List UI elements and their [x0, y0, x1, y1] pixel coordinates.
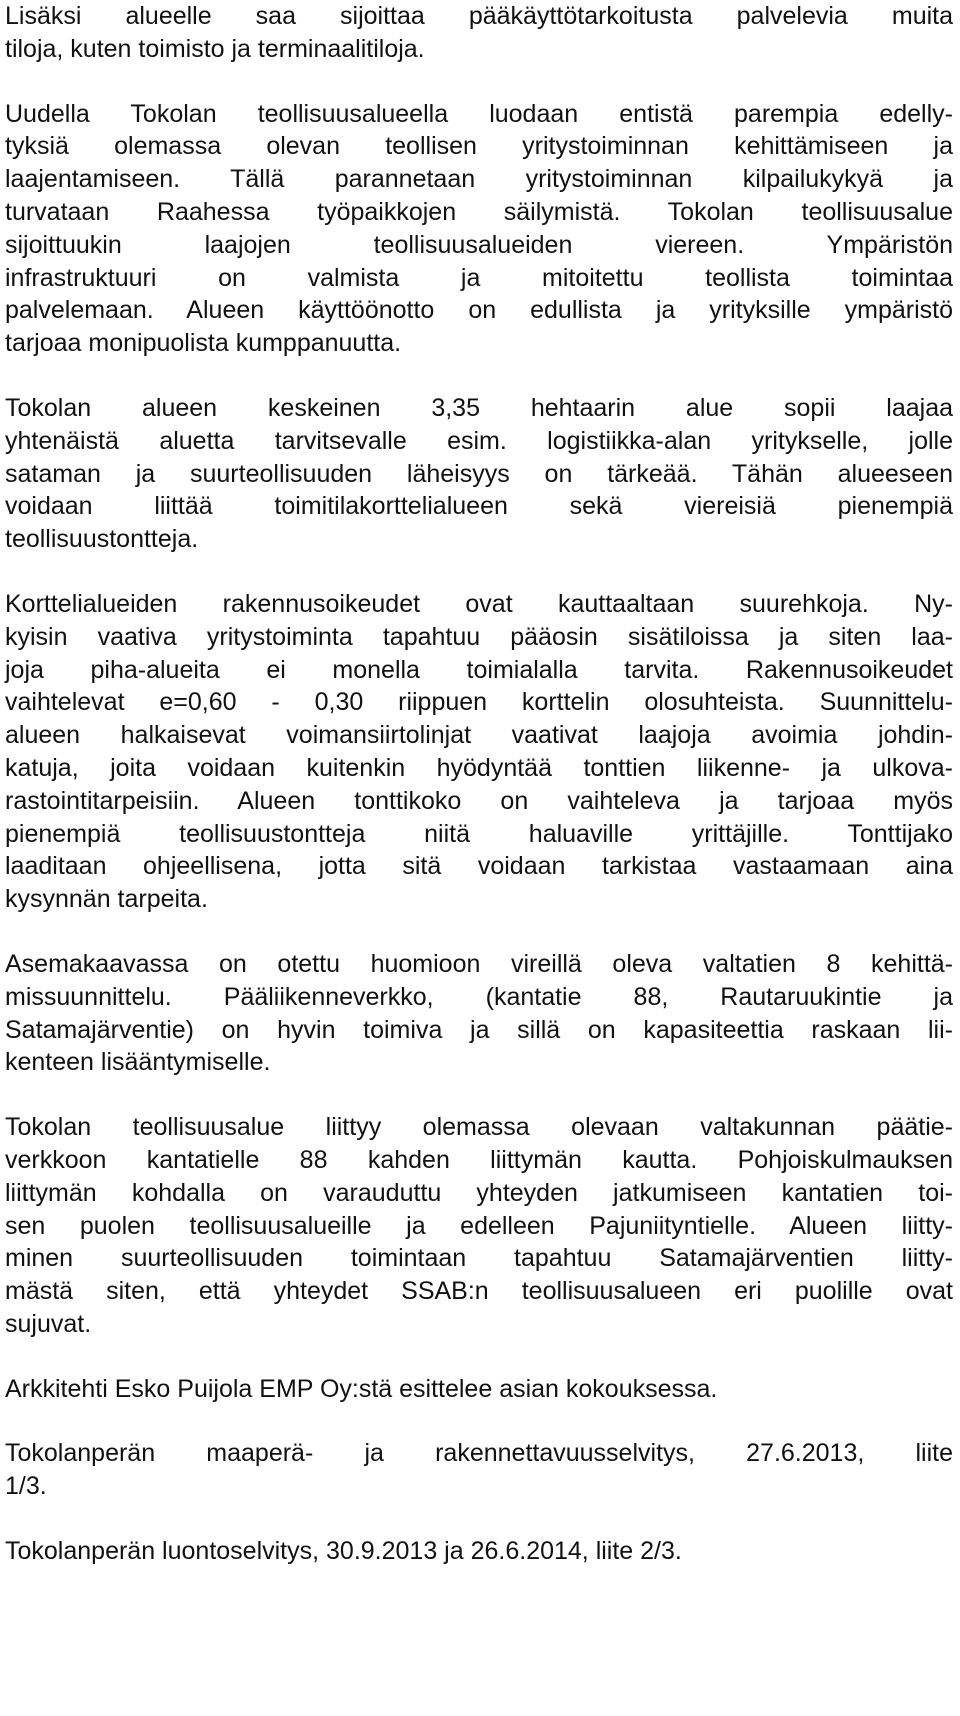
text-line: turvataan Raahessa työpaikkojen säilymistä. Tokolan teollisuusalue — [5, 197, 953, 226]
text-line: Asemakaavassa on otettu huomioon vireillä oleva valtatien 8 kehittä- — [5, 949, 953, 978]
text-line: laaditaan ohjeellisena, jotta sitä voidaan tarkistaa vastaamaan aina — [5, 852, 953, 881]
text-line: tyksiä olemassa olevan teollisen yritystoiminnan kehittämiseen ja — [5, 132, 953, 161]
text-line: laajentamiseen. Tällä parannetaan yritystoiminnan kilpailukykyä ja — [5, 165, 953, 194]
text-line: 1/3. — [5, 1472, 47, 1501]
text-line: pienempiä teollisuustontteja niitä haluaville yrittäjille. Tonttijako — [5, 819, 953, 848]
paragraph-6 — [5, 1111, 953, 1341]
text-line: yhtenäistä aluetta tarvitsevalle esim. logistiikka-alan yritykselle, jolle — [5, 426, 953, 455]
paragraph-1 — [5, 0, 953, 66]
text-line: vaihtelevat e=0,60 - 0,30 riippuen korttelin olosuhteista. Suunnittelu- — [5, 688, 953, 717]
text-line: missuunnittelu. Pääliikenneverkko, (kantatie 88, Rautaruukintie ja — [5, 982, 953, 1011]
text-line: sen puolen teollisuusalueille ja edelleen Pajuniityntielle. Alueen liitty- — [5, 1211, 953, 1240]
text-line: sujuvat. — [5, 1309, 92, 1338]
text-line: minen suurteollisuuden toimintaan tapahtuu Satamajärventien liitty- — [5, 1244, 953, 1273]
text-line: Tokolan alueen keskeinen 3,35 hehtaarin alue sopii laajaa — [5, 393, 953, 422]
text-line: kysynnän tarpeita. — [5, 885, 208, 914]
text-line: rastointitarpeisiin. Alueen tonttikoko on vaihteleva ja tarjoaa myös — [5, 786, 953, 815]
text-line: tarjoaa monipuolista kumppanuutta. — [5, 329, 402, 358]
text-line: palvelemaan. Alueen käyttöönotto on edullista ja yrityksille ympäristö — [5, 296, 953, 325]
text-line: kyisin vaativa yritystoiminta tapahtuu pääosin sisätiloissa ja siten laa- — [5, 622, 953, 651]
text-line: voidaan liittää toimitilakorttelialueen sekä viereisiä pienempiä — [5, 492, 953, 521]
text-line: tiloja, kuten toimisto ja terminaalitiloja. — [5, 34, 425, 63]
text-line: verkkoon kantatielle 88 kahden liittymän kautta. Pohjoiskulmauksen — [5, 1145, 953, 1174]
text-line: teollisuustontteja. — [5, 525, 199, 554]
text-line: liittymän kohdalla on varauduttu yhteyden jatkumiseen kantatien toi- — [5, 1178, 953, 1207]
text-line: alueen halkaisevat voimansiirtolinjat vaativat laajoja avoimia johdin- — [5, 721, 953, 750]
paragraph-9 — [5, 1535, 953, 1568]
text-line: infrastruktuuri on valmista ja mitoitettu teollista toimintaa — [5, 263, 953, 292]
document-page — [5, 0, 953, 1600]
paragraph-4 — [5, 588, 953, 916]
text-line: Tokolan teollisuusalue liittyy olemassa olevaan valtakunnan päätie- — [5, 1113, 953, 1142]
text-line: Uudella Tokolan teollisuusalueella luodaan entistä parempia edelly- — [5, 99, 953, 128]
paragraph-7 — [5, 1373, 953, 1406]
paragraph-8 — [5, 1437, 953, 1503]
text-line: kenteen lisääntymiselle. — [5, 1048, 271, 1077]
text-line: Lisäksi alueelle saa sijoittaa pääkäyttötarkoitusta palvelevia muita — [5, 2, 953, 30]
text-line: sijoittuukin laajojen teollisuusalueiden viereen. Ympäristön — [5, 230, 953, 259]
text-line: joja piha-alueita ei monella toimialalla tarvita. Rakennusoikeudet — [5, 655, 953, 684]
paragraph-3 — [5, 392, 953, 556]
text-line: mästä siten, että yhteydet SSAB:n teollisuusalueen eri puolille ovat — [5, 1277, 953, 1306]
text-line: Tokolanperän luontoselvitys, 30.9.2013 ja 26.6.2014, liite 2/3. — [5, 1537, 682, 1566]
text-line: Satamajärventie) on hyvin toimiva ja sillä on kapasiteettia raskaan lii- — [5, 1015, 953, 1044]
paragraph-2 — [5, 98, 953, 360]
text-line: sataman ja suurteollisuuden läheisyys on tärkeää. Tähän alueeseen — [5, 459, 953, 488]
text-line: Korttelialueiden rakennusoikeudet ovat kauttaaltaan suurehkoja. Ny- — [5, 589, 953, 618]
paragraph-5 — [5, 948, 953, 1079]
text-line: katuja, joita voidaan kuitenkin hyödyntää tonttien liikenne- ja ulkova- — [5, 753, 953, 782]
text-line: Arkkitehti Esko Puijola EMP Oy:stä esittelee asian kokouksessa. — [5, 1374, 718, 1403]
text-line: Tokolanperän maaperä- ja rakennettavuusselvitys, 27.6.2013, liite — [5, 1439, 953, 1468]
